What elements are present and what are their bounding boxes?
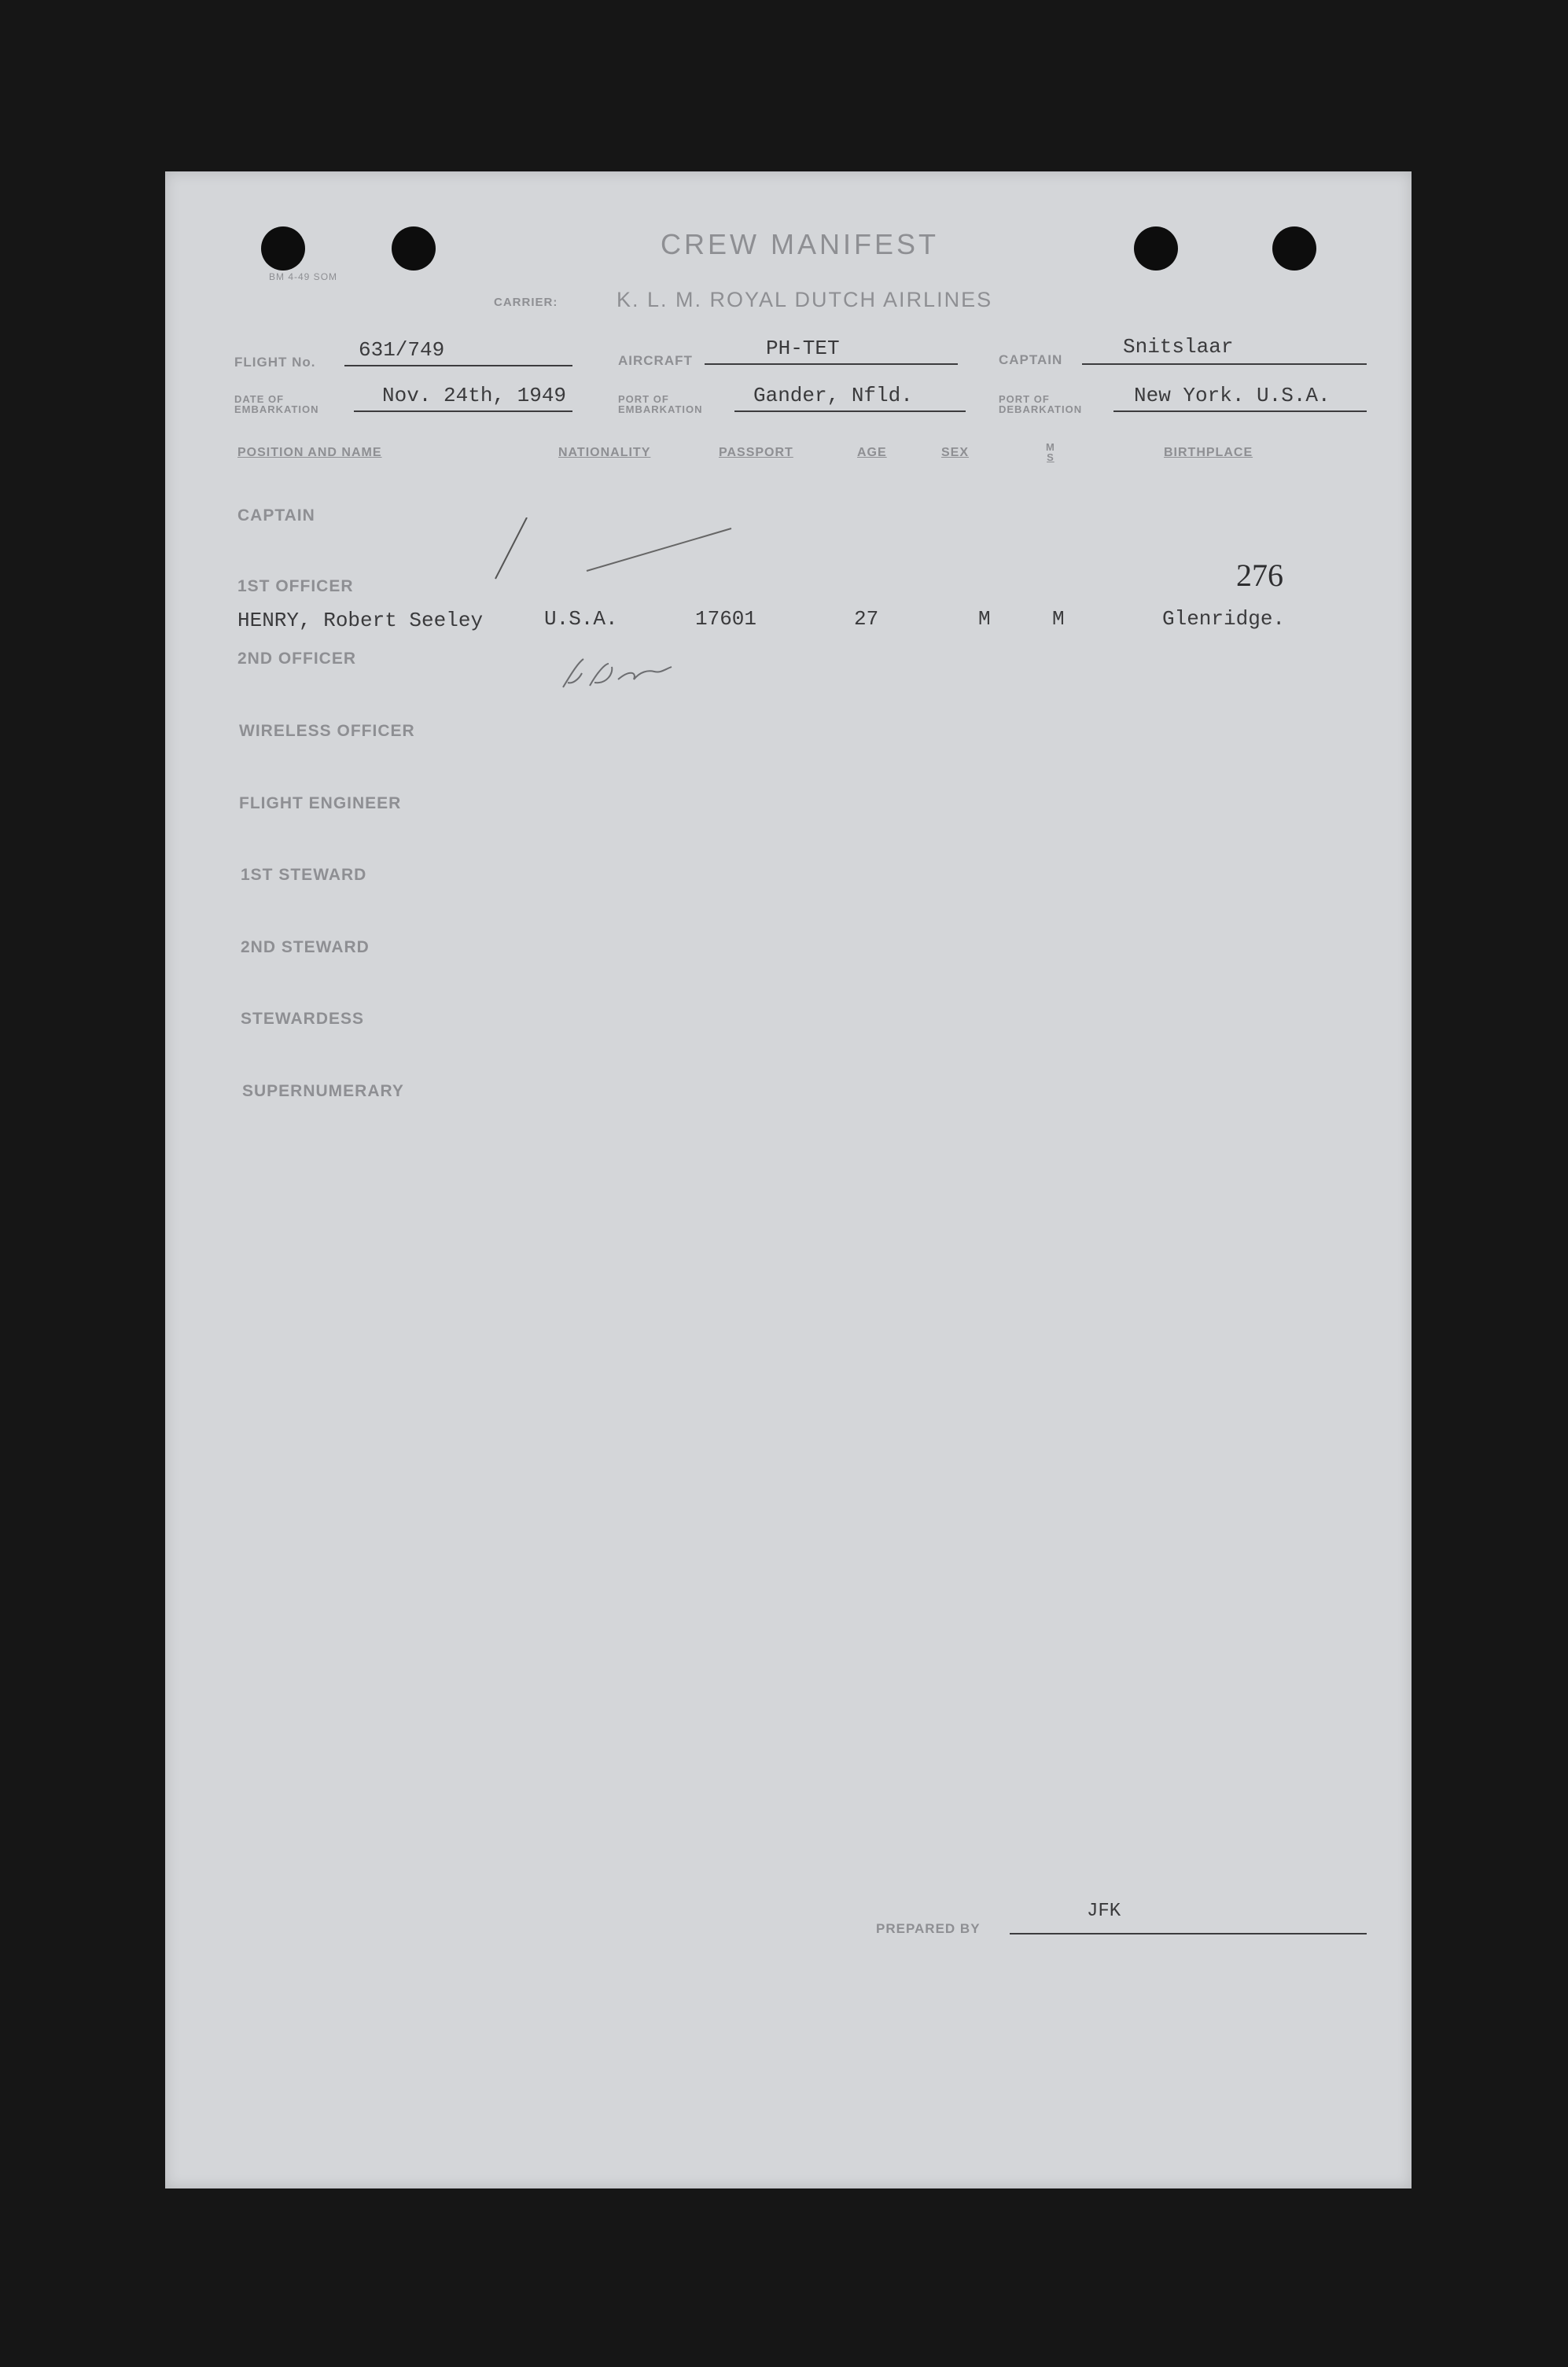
position-wireless-officer: WIRELESS OFFICER bbox=[239, 722, 415, 740]
date-line bbox=[354, 410, 572, 412]
col-birthplace: BIRTHPLACE bbox=[1164, 446, 1253, 459]
aircraft-value: PH-TET bbox=[766, 337, 840, 360]
prepared-by-line bbox=[1010, 1933, 1367, 1934]
port-embarkation-value: Gander, Nfld. bbox=[753, 384, 913, 407]
punch-hole-3 bbox=[1134, 226, 1178, 271]
punch-hole-2 bbox=[392, 226, 436, 271]
crew-marital-status: M bbox=[1052, 607, 1065, 631]
prepared-by-label: PREPARED BY bbox=[876, 1921, 981, 1936]
crew-age: 27 bbox=[854, 607, 879, 631]
carrier-label: CARRIER: bbox=[494, 296, 558, 309]
port-debarkation-value: New York. U.S.A. bbox=[1134, 384, 1331, 407]
crew-manifest-sheet bbox=[165, 171, 1412, 2188]
crew-passport: 17601 bbox=[695, 607, 757, 631]
captain-label: CAPTAIN bbox=[999, 352, 1063, 367]
date-label: DATE OF EMBARKATION bbox=[234, 393, 319, 415]
aircraft-label: AIRCRAFT bbox=[618, 353, 693, 368]
crew-name: HENRY, Robert Seeley bbox=[237, 609, 484, 632]
position-first-steward: 1ST STEWARD bbox=[241, 866, 367, 884]
col-marital-status: M S bbox=[1046, 441, 1055, 463]
flight-no-label: FLIGHT No. bbox=[234, 355, 316, 370]
port-debarkation-label: PORT OF DEBARKATION bbox=[999, 393, 1083, 415]
position-supernumerary: SUPERNUMERARY bbox=[242, 1082, 404, 1100]
position-stewardess: STEWARDESS bbox=[241, 1010, 365, 1028]
col-nationality: NATIONALITY bbox=[558, 446, 651, 459]
pencil-marks bbox=[480, 517, 873, 706]
captain-value: Snitslaar bbox=[1123, 335, 1234, 359]
captain-line bbox=[1082, 363, 1367, 365]
position-second-officer: 2ND OFFICER bbox=[237, 650, 357, 668]
position-captain: CAPTAIN bbox=[237, 506, 315, 525]
carrier-name: K. L. M. ROYAL DUTCH AIRLINES bbox=[617, 288, 993, 311]
position-first-officer: 1ST OFFICER bbox=[237, 577, 354, 595]
port-debarkation-line bbox=[1113, 410, 1367, 412]
crew-sex: M bbox=[978, 607, 991, 631]
col-sex: SEX bbox=[941, 446, 970, 459]
date-value: Nov. 24th, 1949 bbox=[382, 384, 567, 407]
position-flight-engineer: FLIGHT ENGINEER bbox=[239, 794, 402, 812]
flight-no-value: 631/749 bbox=[359, 338, 445, 362]
port-embarkation-line bbox=[734, 410, 966, 412]
col-position-name: POSITION AND NAME bbox=[237, 446, 382, 459]
port-embarkation-label: PORT OF EMBARKATION bbox=[618, 393, 703, 415]
punch-hole-1 bbox=[261, 226, 305, 271]
col-age: AGE bbox=[857, 446, 887, 459]
position-second-steward: 2ND STEWARD bbox=[241, 938, 370, 956]
crew-nationality: U.S.A. bbox=[544, 607, 618, 631]
aircraft-line bbox=[705, 363, 958, 365]
col-passport: PASSPORT bbox=[719, 446, 793, 459]
flight-no-line bbox=[344, 365, 572, 366]
prepared-by-value: JFK bbox=[1087, 1901, 1121, 1922]
form-code: BM 4-49 SOM bbox=[269, 271, 338, 282]
punch-hole-4 bbox=[1272, 226, 1316, 271]
stamp-number: 276 bbox=[1236, 558, 1283, 593]
form-title: CREW MANIFEST bbox=[661, 228, 939, 260]
crew-birthplace: Glenridge. bbox=[1162, 607, 1286, 631]
